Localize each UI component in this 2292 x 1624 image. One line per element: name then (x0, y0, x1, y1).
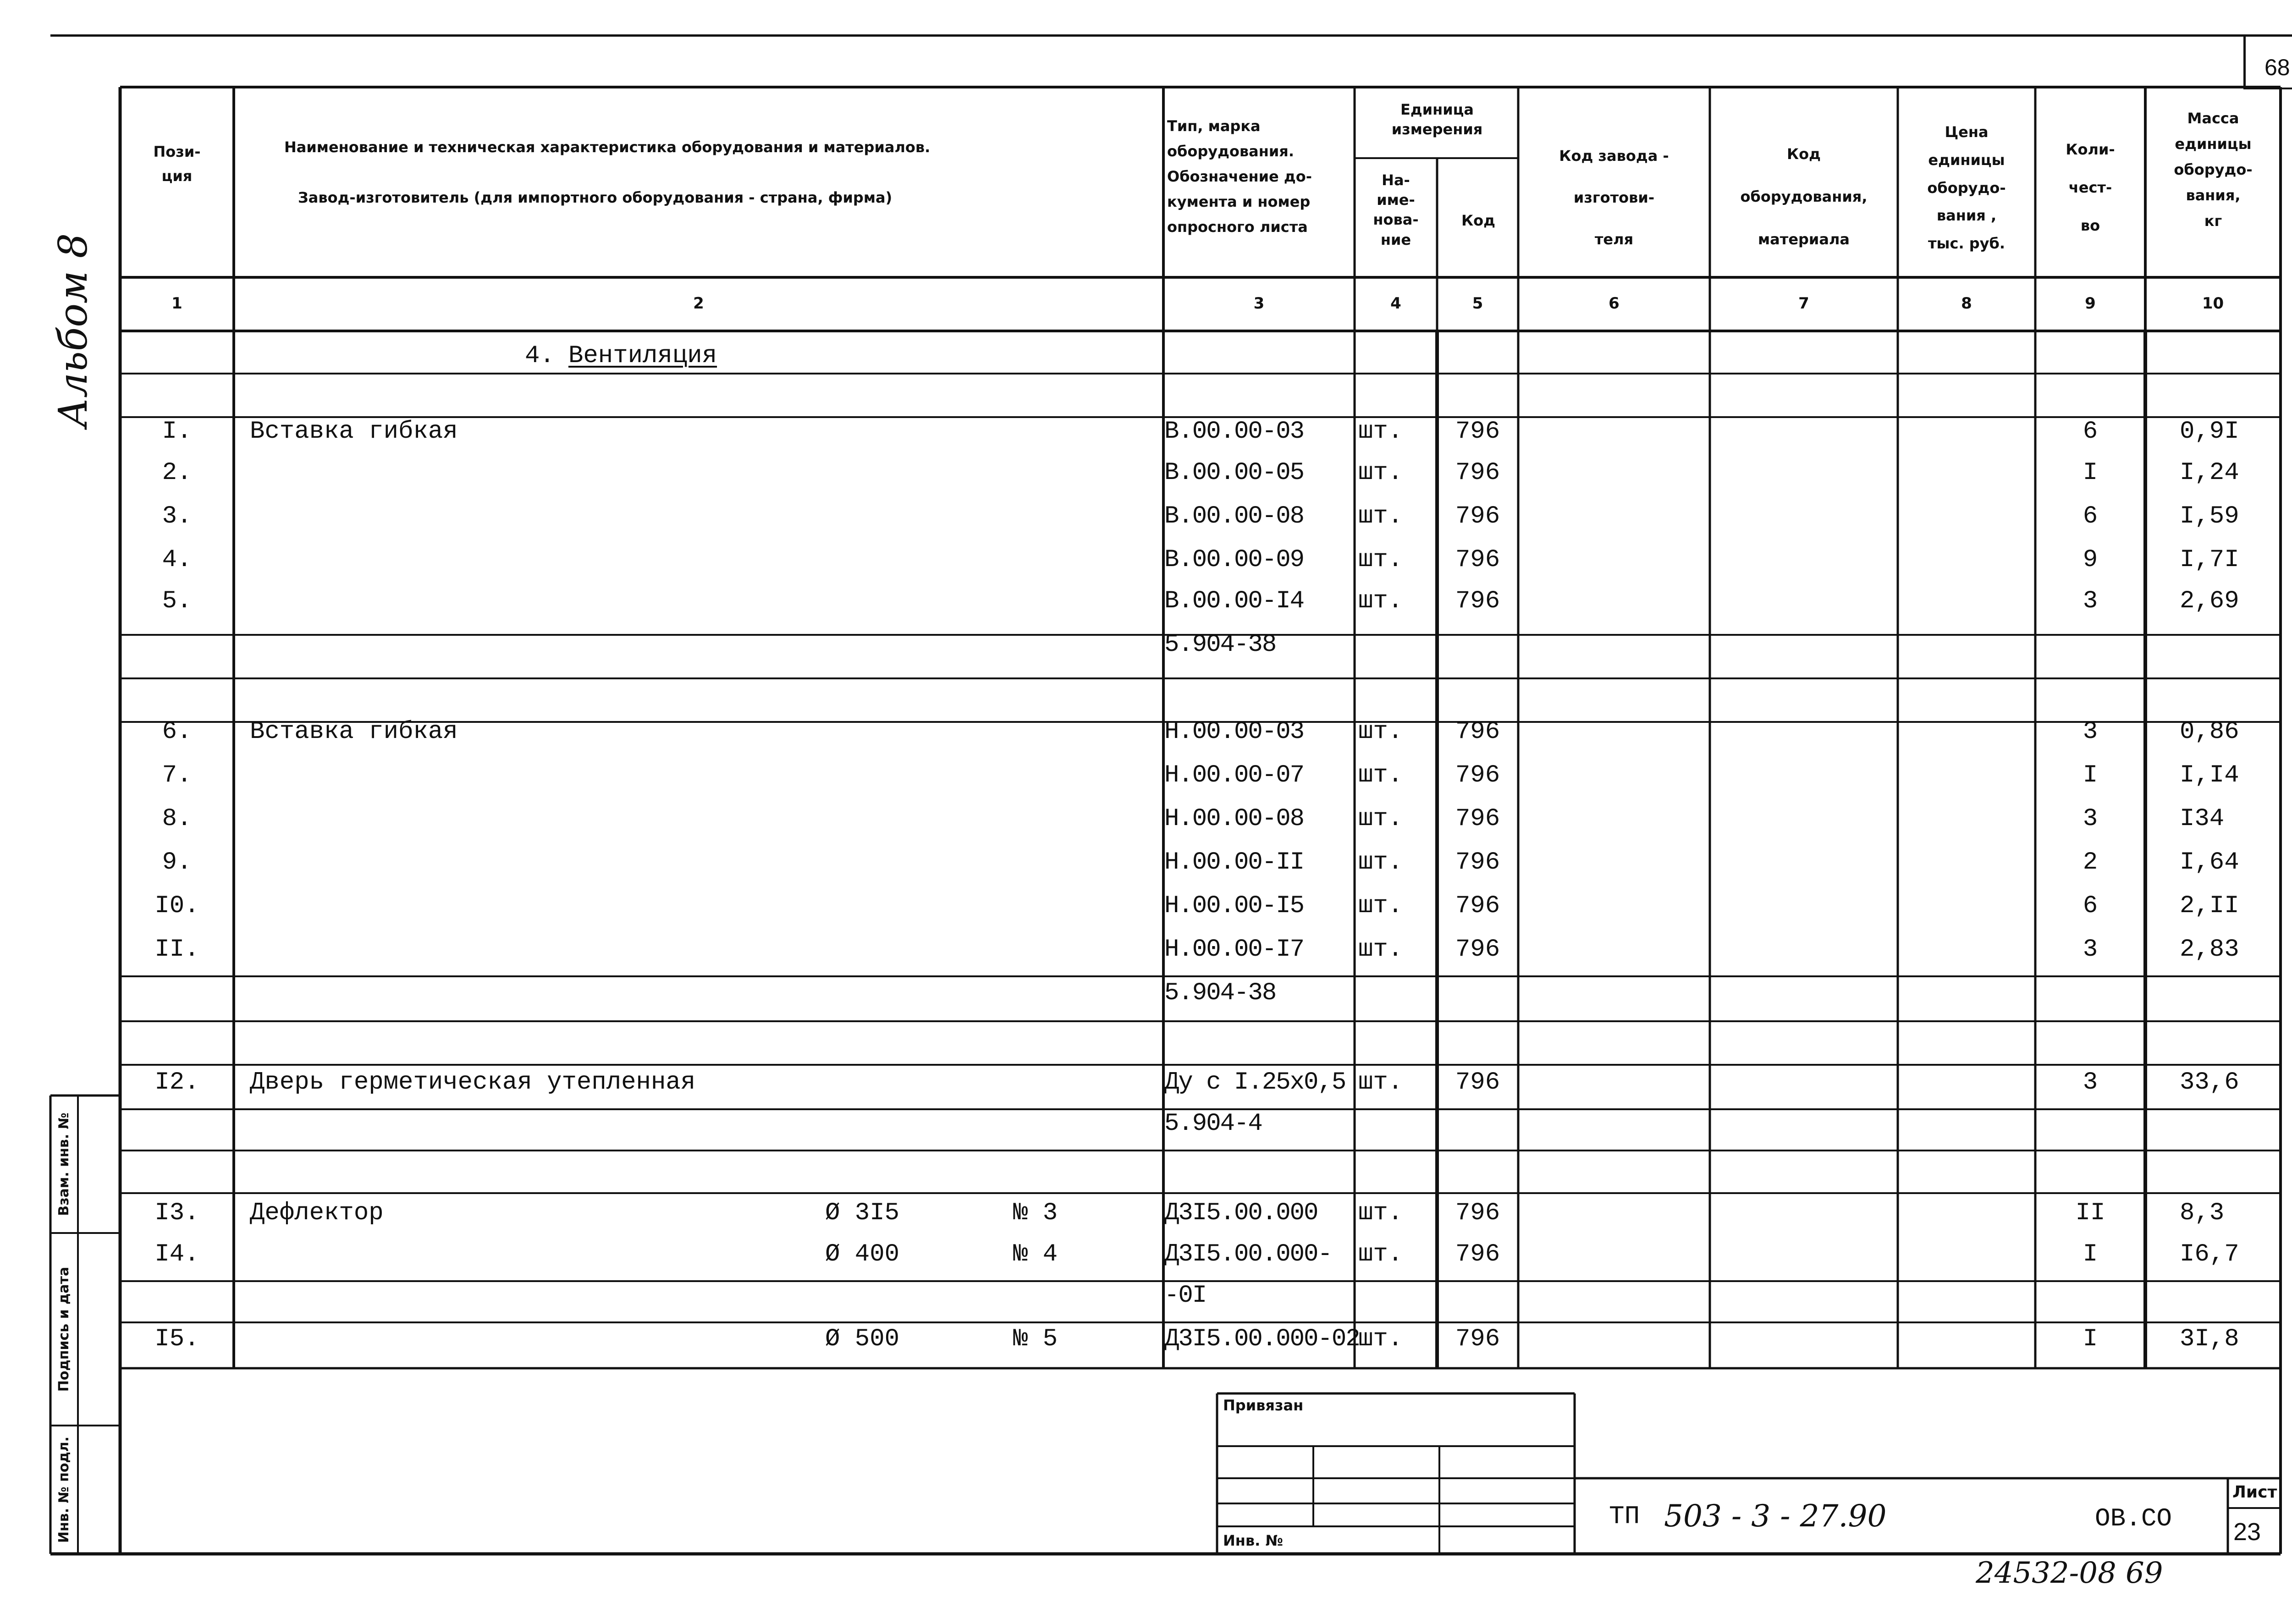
header-name-line2: Завод-изготовитель (для импортного оборудования - страна, фирма) (298, 189, 893, 206)
row-17-code: 796 (1455, 1240, 1500, 1268)
row-2-qty: I (2083, 459, 2098, 487)
row-3-qty: 6 (2083, 502, 2098, 530)
col-number-2: 2 (693, 294, 704, 313)
row-15-type: 5.904-4 (1164, 1110, 1262, 1138)
row-10-type: Н.00.00-II (1164, 848, 1304, 876)
album-label: Альбом 8 (50, 233, 96, 428)
row-7-qty: 3 (2083, 718, 2098, 746)
row-2-type: В.00.00-05 (1164, 459, 1304, 487)
col-number-6: 6 (1609, 294, 1620, 313)
row-3-unit: шт. (1358, 502, 1403, 530)
row-17-dia: Ø 400 (825, 1240, 900, 1268)
row-11-qty: 6 (2083, 892, 2098, 920)
row-14-name: Дверь герметическая утепленная (250, 1068, 696, 1096)
header-unit-name: На- име- нова- ние (1373, 171, 1419, 248)
title-list-label: Лист (2232, 1483, 2277, 1502)
row-1-type: В.00.00-03 (1164, 418, 1304, 446)
row-19-code: 796 (1455, 1325, 1500, 1353)
row-8-qty: I (2083, 761, 2098, 789)
row-14-pos: I2. (154, 1068, 199, 1096)
row-9-pos: 8. (162, 805, 192, 833)
title-list-number: 23 (2233, 1518, 2261, 1546)
row-9-type: Н.00.00-08 (1164, 805, 1304, 833)
row-6-type: 5.904-38 (1164, 631, 1276, 659)
row-11-code: 796 (1455, 892, 1500, 920)
row-19-pos: I5. (154, 1325, 199, 1353)
footer-number: 24532-08 69 (1976, 1556, 2163, 1590)
row-11-type: Н.00.00-I5 (1164, 892, 1304, 920)
row-5-type: В.00.00-I4 (1164, 587, 1304, 615)
col-number-4: 4 (1390, 294, 1401, 313)
row-3-type: В.00.00-08 (1164, 502, 1304, 530)
row-16-qty: II (2075, 1199, 2105, 1227)
row-12-qty: 3 (2083, 936, 2098, 963)
header-unit-group: Единица измерения (1391, 101, 1483, 138)
col-number-5: 5 (1472, 294, 1483, 313)
row-2-code: 796 (1455, 459, 1500, 487)
row-1-unit: шт. (1358, 418, 1403, 446)
row-12-mass: 2,83 (2180, 936, 2239, 963)
title-privyazan: Привязан (1223, 1397, 1304, 1414)
header-equipment-code: Код оборудования, материала (1740, 145, 1868, 248)
row-14-unit: шт. (1358, 1068, 1403, 1096)
row-4-mass: I,7I (2180, 546, 2239, 574)
stamp-vzam-inv: Взам. инв. № (56, 1112, 72, 1216)
row-4-unit: шт. (1358, 546, 1403, 574)
row-9-code: 796 (1455, 805, 1500, 833)
row-4-type: В.00.00-09 (1164, 546, 1304, 574)
header-mass: Масса единицы оборудо- вания, кг (2174, 110, 2253, 230)
row-19-mass: 3I,8 (2180, 1325, 2239, 1353)
row-11-pos: I0. (154, 892, 199, 920)
row-2-unit: шт. (1358, 459, 1403, 487)
row-4-qty: 9 (2083, 546, 2098, 574)
row-16-name: Дефлектор (250, 1199, 384, 1227)
row-16-mass: 8,3 (2180, 1199, 2225, 1227)
row-14-type: Ду с I.25х0,5 (1164, 1068, 1346, 1096)
row-10-pos: 9. (162, 848, 192, 876)
row-17-pos: I4. (154, 1240, 199, 1268)
row-10-code: 796 (1455, 848, 1500, 876)
row-16-unit: шт. (1358, 1199, 1403, 1227)
row-17-type: Д3I5.00.000- (1164, 1240, 1332, 1268)
row-16-dia: Ø 3I5 (825, 1199, 900, 1227)
row-17-no: № 4 (1013, 1240, 1058, 1268)
section-number: 4. (525, 342, 555, 370)
col-number-3: 3 (1253, 294, 1265, 313)
row-10-mass: I,64 (2180, 848, 2239, 876)
row-5-pos: 5. (162, 587, 192, 615)
row-3-code: 796 (1455, 502, 1500, 530)
row-2-pos: 2. (162, 459, 192, 487)
row-18-type: -0I (1164, 1282, 1207, 1310)
title-inv-no: Инв. № (1223, 1532, 1283, 1549)
header-type: Тип, марка оборудования. Обозначение до- кумента и номер опросного листа (1167, 117, 1312, 236)
row-14-code: 796 (1455, 1068, 1500, 1096)
header-name-line1: Наименование и техническая характеристика оборудования и материалов. (284, 138, 931, 156)
row-5-code: 796 (1455, 587, 1500, 615)
page-number: 68 (2264, 55, 2290, 80)
row-11-mass: 2,II (2180, 892, 2239, 920)
row-12-unit: шт. (1358, 936, 1403, 963)
row-8-type: Н.00.00-07 (1164, 761, 1304, 789)
row-7-pos: 6. (162, 718, 192, 746)
row-19-qty: I (2083, 1325, 2098, 1353)
row-9-mass: I34 (2180, 805, 2225, 833)
header-quantity: Коли- чест- во (2066, 141, 2115, 235)
row-2-mass: I,24 (2180, 459, 2239, 487)
col-number-10: 10 (2202, 294, 2224, 313)
row-8-mass: I,I4 (2180, 761, 2239, 789)
row-14-mass: 33,6 (2180, 1068, 2239, 1096)
row-14-qty: 3 (2083, 1068, 2098, 1096)
row-8-unit: шт. (1358, 761, 1403, 789)
row-17-unit: шт. (1358, 1240, 1403, 1268)
row-7-name: Вставка гибкая (250, 718, 458, 746)
row-1-qty: 6 (2083, 418, 2098, 446)
row-1-code: 796 (1455, 418, 1500, 446)
title-tp-prefix: ТП (1609, 1502, 1640, 1531)
row-10-qty: 2 (2083, 848, 2098, 876)
row-12-code: 796 (1455, 936, 1500, 963)
title-project-code: 503 - 3 - 27.90 (1664, 1498, 1887, 1534)
row-19-unit: шт. (1358, 1325, 1403, 1353)
row-7-type: Н.00.00-03 (1164, 718, 1304, 746)
row-19-type: Д3I5.00.000-02 (1164, 1325, 1360, 1353)
row-16-code: 796 (1455, 1199, 1500, 1227)
col-number-7: 7 (1798, 294, 1809, 313)
row-8-pos: 7. (162, 761, 192, 789)
row-9-qty: 3 (2083, 805, 2098, 833)
row-7-mass: 0,86 (2180, 718, 2239, 746)
row-12-type: Н.00.00-I7 (1164, 936, 1304, 963)
row-5-mass: 2,69 (2180, 587, 2239, 615)
row-1-mass: 0,9I (2180, 418, 2239, 446)
row-19-dia: Ø 500 (825, 1325, 900, 1353)
row-5-qty: 3 (2083, 587, 2098, 615)
row-5-unit: шт. (1358, 587, 1403, 615)
stamp-inv-podl: Инв. № подл. (56, 1436, 72, 1543)
stamp-podpis-data: Подпись и дата (56, 1266, 72, 1392)
row-3-pos: 3. (162, 502, 192, 530)
header-price: Цена единицы оборудо- вания , тыс. руб. (1927, 123, 2006, 253)
col-number-9: 9 (2085, 294, 2096, 313)
section-title: Вентиляция (568, 342, 717, 370)
header-unit-code: Код (1461, 212, 1495, 229)
row-16-no: № 3 (1013, 1199, 1058, 1227)
col-number-1: 1 (171, 294, 182, 313)
row-9-unit: шт. (1358, 805, 1403, 833)
row-11-unit: шт. (1358, 892, 1403, 920)
row-4-code: 796 (1455, 546, 1500, 574)
row-7-code: 796 (1455, 718, 1500, 746)
title-sheet-code: ОВ.СО (2095, 1504, 2172, 1533)
row-12-pos: II. (154, 936, 199, 963)
row-13-type: 5.904-38 (1164, 979, 1276, 1007)
row-17-qty: I (2083, 1240, 2098, 1268)
header-plant-code: Код завода - изготови- теля (1559, 147, 1669, 248)
row-1-name: Вставка гибкая (250, 418, 458, 446)
header-position: Пози- ция (153, 143, 201, 185)
row-4-pos: 4. (162, 546, 192, 574)
row-1-pos: I. (162, 418, 192, 446)
row-7-unit: шт. (1358, 718, 1403, 746)
row-10-unit: шт. (1358, 848, 1403, 876)
row-16-type: Д3I5.00.000 (1164, 1199, 1318, 1227)
row-17-mass: I6,7 (2180, 1240, 2239, 1268)
row-3-mass: I,59 (2180, 502, 2239, 530)
row-8-code: 796 (1455, 761, 1500, 789)
col-number-8: 8 (1961, 294, 1972, 313)
row-19-no: № 5 (1013, 1325, 1058, 1353)
row-16-pos: I3. (154, 1199, 199, 1227)
